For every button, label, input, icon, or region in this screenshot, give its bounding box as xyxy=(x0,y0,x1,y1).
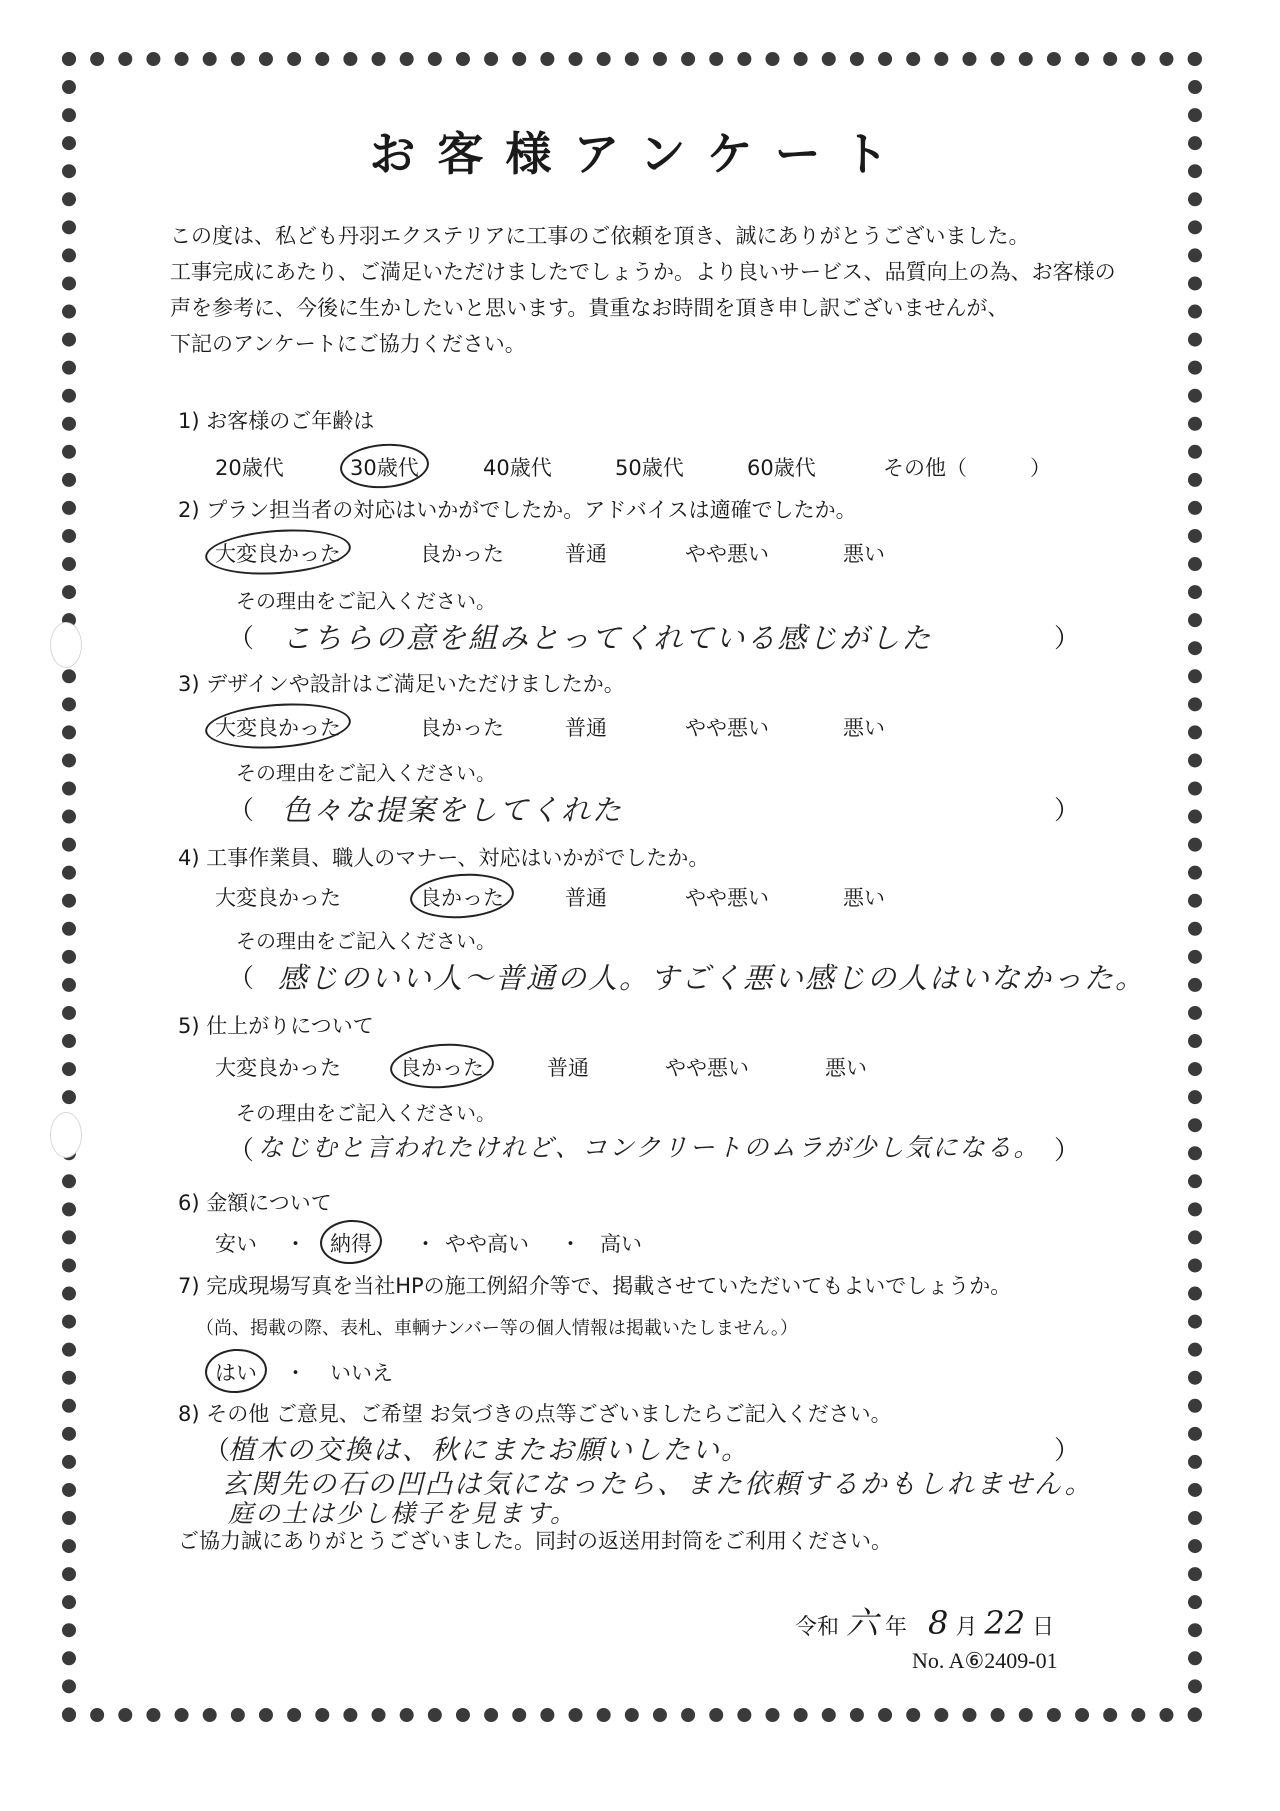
separator-dot: ・ xyxy=(560,1232,581,1256)
question-3-label: 3) デザインや設計はご満足いただけましたか。 xyxy=(178,672,625,696)
paren-close: ） xyxy=(1054,796,1081,826)
age-option-selected[interactable]: 30歳代 xyxy=(350,452,419,482)
question-5-label: 5) 仕上がりについて xyxy=(178,1014,374,1038)
rating-option[interactable]: 良かった xyxy=(420,716,504,740)
rating-option[interactable]: 大変良かった xyxy=(215,1056,341,1080)
date-month: 8 xyxy=(928,1604,949,1642)
question-6-label: 6) 金額について xyxy=(178,1191,332,1215)
rating-option[interactable]: 普通 xyxy=(565,542,607,566)
intro-line: 声を参考に、今後に生かしたいと思います。貴重なお時間を頂き申し訳ございませんが、 xyxy=(170,296,1009,320)
rating-option[interactable]: やや悪い xyxy=(685,716,769,740)
question-4-label: 4) 工事作業員、職人のマナー、対応はいかがでしたか。 xyxy=(178,846,710,870)
reason-prompt: その理由をご記入ください。 xyxy=(236,589,496,613)
price-option[interactable]: 安い xyxy=(215,1232,257,1256)
date-month-unit: 月 xyxy=(955,1615,978,1640)
paren-open: （ xyxy=(228,624,255,654)
consent-no[interactable]: いいえ xyxy=(330,1361,393,1385)
age-option[interactable]: 20歳代 xyxy=(215,456,284,480)
paren-close: ） xyxy=(1054,624,1081,654)
paren-open: （ xyxy=(228,964,255,994)
paren-close: ） xyxy=(1054,1136,1081,1166)
handwritten-answer-2: こちらの意を組みとってくれている感じがした xyxy=(282,621,933,655)
age-option[interactable]: 60歳代 xyxy=(747,456,816,480)
rating-option[interactable]: 大変良かった xyxy=(215,886,341,910)
closing-message: ご協力誠にありがとうございました。同封の返送用封筒をご利用ください。 xyxy=(178,1529,892,1553)
rating-option[interactable]: やや悪い xyxy=(665,1056,749,1080)
rating-option[interactable]: 悪い xyxy=(843,886,885,910)
date-line xyxy=(795,1598,1054,1644)
rating-option[interactable]: 普通 xyxy=(547,1056,589,1080)
paren-open: （ xyxy=(228,796,255,826)
question-7-label: 7) 完成現場写真を当社HPの施工例紹介等で、掲載させていただいてもよいでしょうか。 xyxy=(178,1274,1012,1298)
rating-option[interactable]: 悪い xyxy=(843,716,885,740)
handwritten-answer-3: 色々な提案をしてくれた xyxy=(282,793,624,827)
serial-number: No. A⑥2409-01 xyxy=(912,1648,1058,1673)
intro-line: 工事完成にあたり、ご満足いただけましたでしょうか。より良いサービス、品質向上の為、お客様の xyxy=(170,260,1116,284)
reason-prompt: その理由をご記入ください。 xyxy=(236,929,496,953)
handwritten-answer-8-line: 庭の土は少し様子を見ます。 xyxy=(228,1499,578,1528)
date-day: 22 xyxy=(984,1604,1026,1642)
date-year-unit: 年 xyxy=(885,1615,908,1640)
paren-open: （ xyxy=(228,1136,255,1166)
date-year: 六 xyxy=(846,1604,879,1642)
rating-option[interactable]: やや悪い xyxy=(685,886,769,910)
rating-option-selected[interactable]: 良かった xyxy=(400,1052,484,1082)
rating-option[interactable]: やや悪い xyxy=(685,542,769,566)
rating-option[interactable]: 悪い xyxy=(825,1056,867,1080)
price-option[interactable]: やや高い xyxy=(445,1232,529,1256)
rating-option-selected[interactable]: 大変良かった xyxy=(215,712,341,742)
privacy-note: （尚、掲載の際、表札、車輌ナンバー等の個人情報は掲載いたしません。） xyxy=(196,1318,798,1339)
paren-open: （ xyxy=(204,1436,231,1466)
question-8-label: 8) その他 ご意見、ご希望 お気づきの点等ございましたらご記入ください。 xyxy=(178,1402,892,1426)
intro-text xyxy=(170,218,1120,362)
binder-hole xyxy=(50,1112,82,1158)
page-title: お客様アンケート xyxy=(369,127,911,181)
age-option[interactable]: 50歳代 xyxy=(615,456,684,480)
intro-line: 下記のアンケートにご協力ください。 xyxy=(170,332,526,356)
intro-line: この度は、私ども丹羽エクステリアに工事のご依頼を頂き、誠にありがとうございました。 xyxy=(170,224,1030,248)
rating-option[interactable]: 悪い xyxy=(843,542,885,566)
rating-option-selected[interactable]: 良かった xyxy=(420,882,504,912)
age-option-other[interactable]: その他（ ） xyxy=(883,456,1051,480)
price-option[interactable]: 高い xyxy=(600,1232,642,1256)
paren-close: ） xyxy=(1054,1436,1081,1466)
question-2-label: 2) プラン担当者の対応はいかがでしたか。アドバイスは適確でしたか。 xyxy=(178,498,857,522)
handwritten-answer-8-line: 植木の交換は、秋にまたお願いしたい。 xyxy=(228,1435,750,1466)
question-1-label: 1) お客様のご年齢は xyxy=(178,409,375,433)
handwritten-answer-5: なじむと言われたけれど、コンクリートのムラが少し気になる。 xyxy=(258,1133,1041,1162)
separator-dot: ・ xyxy=(285,1361,306,1385)
handwritten-answer-8-line: 玄関先の石の凹凸は気になったら、また依頼するかもしれません。 xyxy=(222,1469,1094,1500)
separator-dot: ・ xyxy=(285,1232,306,1256)
price-option-selected[interactable]: 納得 xyxy=(330,1228,372,1258)
date-era: 令和 xyxy=(795,1615,840,1640)
reason-prompt: その理由をご記入ください。 xyxy=(236,761,496,785)
rating-option-selected[interactable]: 大変良かった xyxy=(215,538,341,568)
reason-prompt: その理由をご記入ください。 xyxy=(236,1101,496,1125)
age-option[interactable]: 40歳代 xyxy=(483,456,552,480)
date-day-unit: 日 xyxy=(1032,1615,1055,1640)
rating-option[interactable]: 普通 xyxy=(565,886,607,910)
consent-yes-selected[interactable]: はい xyxy=(215,1357,257,1387)
binder-hole xyxy=(50,622,82,668)
separator-dot: ・ xyxy=(415,1232,436,1256)
rating-option[interactable]: 普通 xyxy=(565,716,607,740)
handwritten-answer-4: 感じのいい人～普通の人。すごく悪い感じの人はいなかった。 xyxy=(278,961,1147,995)
rating-option[interactable]: 良かった xyxy=(420,542,504,566)
